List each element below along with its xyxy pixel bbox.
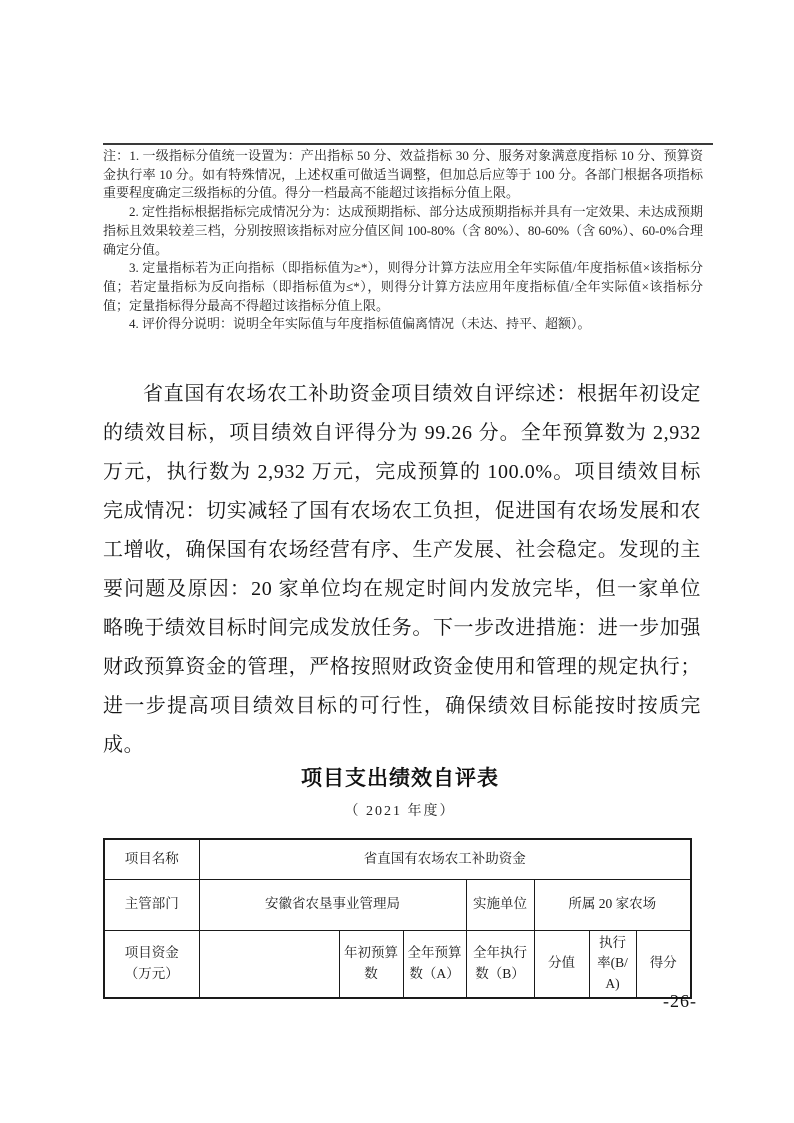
col-score-value: 分值 — [534, 930, 589, 998]
table-subtitle: （ 2021 年度） — [344, 804, 456, 819]
col-initial-budget: 年初预算数 — [339, 930, 403, 998]
horizontal-rule — [103, 143, 713, 145]
dept-value: 安徽省农垦事业管理局 — [199, 879, 466, 930]
project-funds-label-line1: 项目资金 — [124, 944, 179, 960]
note-2: 2. 定性指标根据指标完成情况分为：达成预期指标、部分达成预期指标并具有一定效果、未达成预期指标且效果较差三档，分别按照该指标对应分值区间 100-80%（含 80%）、80-60%（含 60%）、60-0%合理确定分值。 — [103, 204, 703, 257]
table-row-departments — [104, 879, 691, 930]
project-funds-label — [104, 930, 199, 998]
funds-blank-cell — [199, 930, 339, 998]
note-1: 注：1. 一级指标分值统一设置为：产出指标 50 分、效益指标 30 分、服务对象满意度指标 10 分、预算资金执行率 10 分。如有特殊情况，上述权重可做适当调整，但加总后应等于 100 分。各部门根据各项指标重要程度确定三级指标的分值。得分一档最高不能超过该指标分值上限。 — [103, 148, 703, 201]
table-row-project-funds — [104, 930, 691, 998]
dept-label: 主管部门 — [104, 879, 199, 930]
notes-section — [103, 147, 703, 334]
col-annual-budget: 全年预算数（A） — [403, 930, 466, 998]
self-evaluation-table — [103, 838, 692, 999]
col-execution-rate: 执行率(B/A) — [589, 930, 636, 998]
col-score: 得分 — [636, 930, 691, 998]
page-number: -26- — [663, 991, 697, 1011]
table-title: 项目支出绩效自评表 — [301, 767, 499, 790]
impl-unit-value: 所属 20 家农场 — [534, 879, 691, 930]
project-name-value: 省直国有农场农工补助资金 — [199, 839, 691, 879]
project-funds-label-line2: （万元） — [124, 965, 179, 981]
note-3: 3. 定量指标若为正向指标（即指标值为≥*），则得分计算方法应用全年实际值/年度指标值×该指标分值；若定量指标为反向指标（即指标值为≤*），则得分计算方法应用年度指标值/全年实际值×该指标分值；定量指标得分最高不得超过该指标分值上限。 — [103, 260, 703, 313]
col-annual-execution: 全年执行数（B） — [466, 930, 534, 998]
self-evaluation-summary: 省直国有农场农工补助资金项目绩效自评综述：根据年初设定的绩效目标，项目绩效自评得分为 99.26 分。全年预算数为 2,932 万元，执行数为 2,932 万元，完成预算的 100.0%。项目绩效目标完成情况：切实减轻了国有农场农工负担，促进国有农场发展和农工增收，确保国有农场经营有序、生产发展、社会稳定。发现的主要问题及原因：20 家单位均在规定时间内发放完毕，但一家单位略晚于绩效目标时间完成发放任务。下一步改进措施：进一步加强财政预算资金的管理，严格按照财政资金使用和管理的规定执行；进一步提高项目绩效目标的可行性，确保绩效目标能按时按质完成。 — [103, 383, 701, 756]
project-name-label: 项目名称 — [104, 839, 199, 879]
note-4: 4. 评价得分说明：说明全年实际值与年度指标值偏离情况（未达、持平、超额）。 — [129, 316, 591, 332]
impl-unit-label: 实施单位 — [466, 879, 534, 930]
table-row-project-name — [104, 839, 691, 879]
